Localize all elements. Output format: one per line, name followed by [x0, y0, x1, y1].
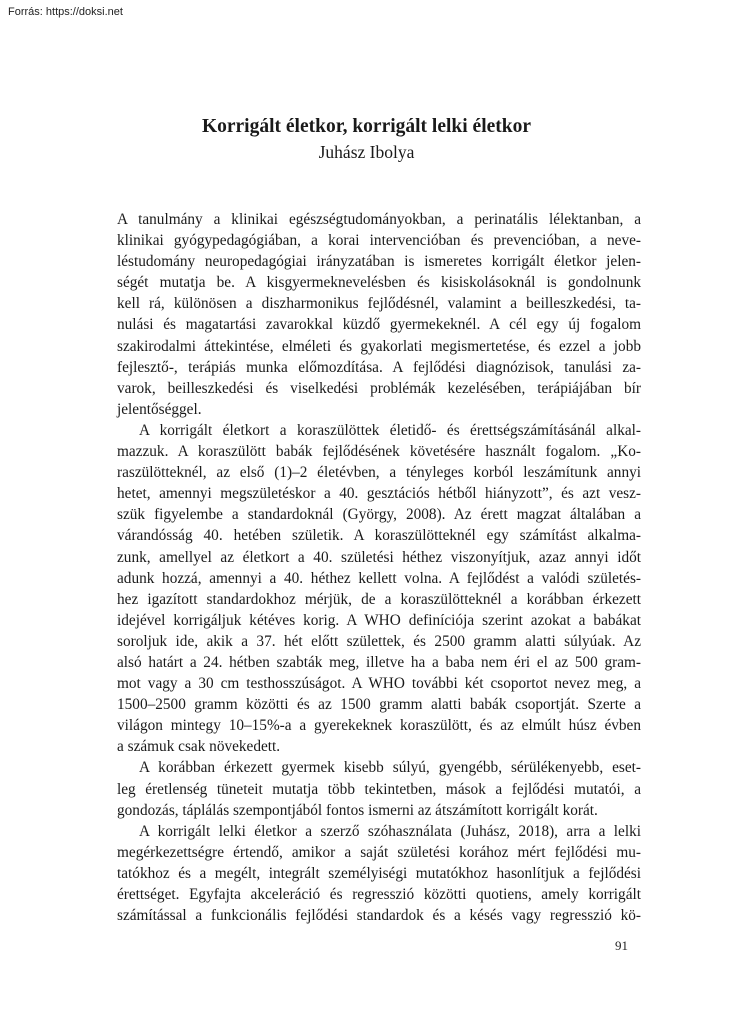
- text-line: érettséget. Egyfajta akceleráció és regresszió közötti quotiens, amely korrigált: [117, 886, 641, 903]
- text-line: 1500–2500 gramm közötti és az 1500 gramm alatti babák csoportját. Szerte a: [117, 696, 641, 714]
- text-line: mot vagy a 30 cm testhosszúságot. A WHO további két csoportot nevez meg, a: [117, 675, 641, 693]
- text-line: szakirodalmi áttekintése, elméleti és gyakorlati megismertetése, és ezzel a jobb: [117, 337, 641, 355]
- article-body: [117, 209, 641, 926]
- text-line: klinikai gyógypedagógiában, a korai intervencióban és prevencióban, a neve-: [117, 232, 641, 250]
- text-line: soroljuk ide, akik a 37. hét előtt születtek, és 2500 gramm alatti súlyúak. Az: [117, 632, 641, 650]
- text-line: hetet, amennyi megszületéskor a 40. gesztációs hétből hiányzott”, és azt vesz-: [117, 485, 641, 503]
- text-line: hez igazított standardokhoz mérjük, de a koraszülötteknél a korábban érkezett: [117, 590, 641, 608]
- text-line: A korrigált lelki életkor a szerző szóhasználata (Juhász, 2018), arra a lelki: [139, 822, 641, 840]
- text-line: számítással a funkcionális fejlődési standardok és a késés vagy regresszió kö-: [117, 907, 641, 925]
- text-line: idejével korrigáljuk kétéves korig. A WHO definíciója szerint azokat a babákat: [117, 611, 641, 629]
- text-line: gondozás, táplálás szempontjából fontos ismerni az átszámított korrigált korát.: [117, 801, 598, 819]
- text-line: jelentőséggel.: [117, 400, 202, 418]
- text-line: zunk, amellyel az életkort a 40. születési héthez viszonyítjuk, azaz annyi időt: [117, 548, 641, 566]
- source-label: Forrás: https://doksi.net: [8, 6, 123, 18]
- text-line: fejlesztő-, terápiás munka előmozdítása. A fejlődési diagnózisok, tanulási za-: [117, 358, 641, 376]
- text-line: raszülötteknél, az első (1)–2 életévben, a tényleges korból leszámítunk annyi: [117, 464, 641, 482]
- text-line: szük figyelembe a standardoknál (György, 2008). Az érett magzat általában a: [117, 506, 641, 524]
- text-line: A tanulmány a klinikai egészségtudományokban, a perinatális lélektanban, a: [117, 211, 641, 228]
- text-line: adunk hozzá, amennyi a 40. héthez kellett volna. A fejlődést a valódi születés-: [117, 569, 641, 587]
- text-line: kell rá, különösen a diszharmonikus fejlődésnél, valamint a beilleszkedési, ta-: [117, 295, 641, 313]
- text-line: világon mintegy 10–15%-a a gyerekeknek koraszülött, és az elmúlt húsz évben: [117, 717, 641, 735]
- text-line: varok, beilleszkedési és viselkedési problémák kezelésében, terápiájában bír: [117, 379, 641, 397]
- text-line: tatókhoz és a megélt, integrált személyiségi mutatókhoz hasonlítjuk a fejlődési: [117, 864, 641, 882]
- text-line: a számuk csak növekedett.: [117, 738, 281, 756]
- text-line: alsó határt a 24. hétben szabták meg, illetve ha a baba nem éri el az 500 gram-: [117, 653, 641, 671]
- page-number: 91: [615, 938, 628, 953]
- text-line: nulási és magatartási zavarokkal küzdő gyermekeknél. A cél egy új fogalom: [117, 316, 641, 334]
- article-title: Korrigált életkor, korrigált lelki életkor: [201, 116, 532, 137]
- text-line: mazzuk. A koraszülött babák fejlődésének követésére használt fogalom. „Ko-: [117, 443, 641, 461]
- text-line: megérkezettségre értendő, amikor a saját születési korához mért fejlődési mu-: [117, 843, 641, 861]
- text-line: leg éretlenség tüneteit mutatja több tekintetben, mások a fejlődési mutatói, a: [117, 780, 641, 798]
- text-line: ségét mutatja be. A kisgyermeknevelésben és kisiskolásoknál is gondolnunk: [117, 274, 641, 292]
- text-line: A korábban érkezett gyermek kisebb súlyú, gyengébb, sérülékenyebb, eset-: [139, 759, 641, 777]
- text-line: várandósság 40. hetében születik. A koraszülötteknél egy számítást alkalma-: [117, 527, 641, 545]
- text-line: léstudomány neuropedagógiai irányzatában is ismeretes korrigált életkor jelen-: [117, 253, 641, 271]
- article-author: Juhász Ibolya: [318, 142, 415, 162]
- text-line: A korrigált életkort a koraszülöttek életidő- és érettségszámításánál alkal-: [139, 421, 641, 439]
